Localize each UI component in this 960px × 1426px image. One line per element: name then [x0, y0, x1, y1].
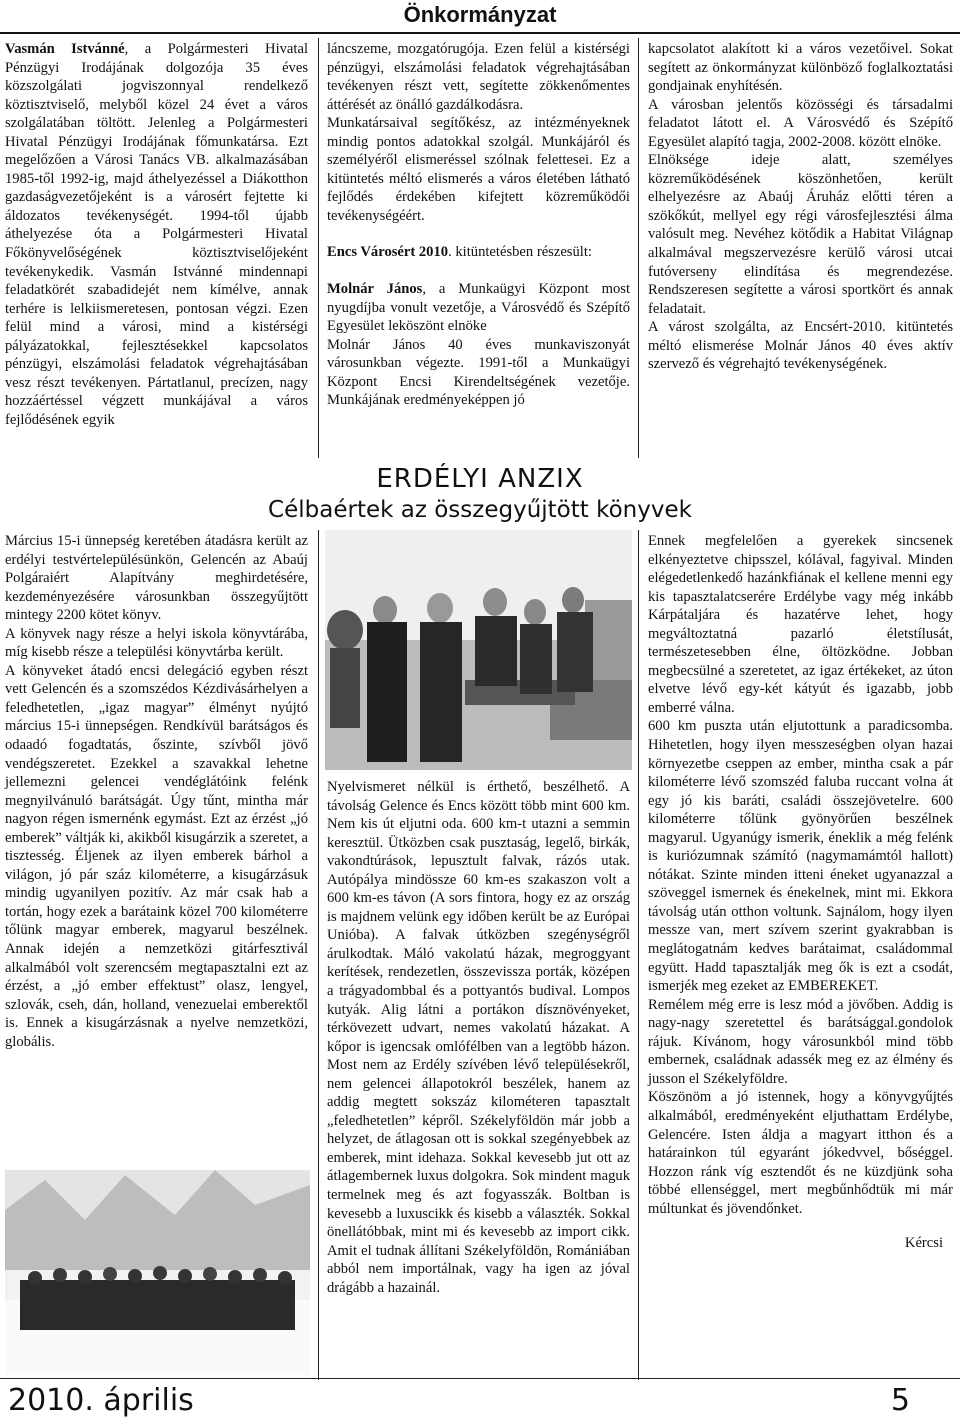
group-photo: [325, 530, 632, 770]
paragraph: Március 15-i ünnepség keretében átadásra került az erdélyi testvértelepülésünkön, Gelencén az Abaúj Polgáraiért Alapítvány meghirdetésére, kezdeményezésére városunkban összegyűjtött mintegy 2200 kötet könyv.: [5, 533, 308, 624]
award-line: Encs Városért 2010. kitüntetésben részesült:: [327, 244, 592, 261]
paragraph: A könyvek nagy része a helyi iskola könyvtárába, míg kisebb része a települési könyvtárba került.: [5, 625, 308, 661]
paragraph: láncszeme, mozgatórugója. Ezen felül a kistérségi pénzügyi, elszámolási feladatok végrehajtásában tevékenyen részt vett, segítette zökkenőmentes áttérését az önálló gazdálkodásra.: [327, 41, 630, 113]
article-column-1: [5, 532, 308, 1051]
signature: Kércsi: [904, 1235, 943, 1252]
person-name: Vasmán Istvánné: [5, 41, 125, 57]
column-rule: [318, 530, 319, 1380]
paragraph: A várost szolgálta, az Encsért-2010. kitüntetés méltó elismerése Molnár János 40 éves aktív szervező és végrehajtó tevékenységének.: [648, 319, 953, 373]
ceremony-photo: [5, 1170, 310, 1375]
column-2-top: [327, 40, 630, 410]
paragraph: Köszönöm a jó istennek, hogy a könyvgyűjtés alkalmából, eredményeként eljuthattam Erdélybe, Gelencére. Isten áldja a magyart itthon és a határainkon túl egyaránt jókedvvel, bőséggel. Hozzon ránk víg esztendőt és ne küzdjünk soha többé ellenséggel, mert megbűnhődtük mi már múltunkat és jövendőnket.: [648, 1089, 953, 1217]
article-column-2: [327, 778, 630, 1297]
article-subtitle: Célbaértek az összegyűjtött könyvek: [268, 497, 692, 523]
article-title: ERDÉLYI ANZIX: [376, 464, 584, 494]
paragraph: Vasmán Istvánné, a Polgármesteri Hivatal Pénzügyi Irodájának dolgozója 35 éves közszolgálati jogviszonnyal rendelkező köztisztviselő, melyből közel 24 évet a város szolgálatában töltött. Jelenleg a Polgármesteri Hivatal Pénzügyi Irodájának főmunkatársa. Ezt megelőzően a Városi Tanács VB. alkalmazásában 1985-től 1992-ig, majd áthelyezéssel a Diákotthon gazdaságvezetőjeként is a városért fejtette ki áldozatos tevékenységét. 1994-től újabb áthelyezése óta a Polgármesteri Hivatal Főkönyvelőségének köztisztviselőjeként tevékenykedik. Vasmán Istvánné mindennapi feladatkörét szabadidejét nem kímélve, annak terhére is lelkiismeretesen, pontosan végzi. Ezen felül mind a városi, mind a kistérségi pályázatokkal, fejlesztésekkel kapcsolatos pénzügyi, elszámolási feladatok végrehajtásában vesz részt tevékenyen. Pártatlanul, precízen, nagy hozzáértéssel végzett munkájával a város fejlődésének egyik: [5, 41, 308, 428]
paragraph: kapcsolatot alakított ki a város vezetőivel. Sokat segített az önkormányzat különböző foglalkoztatási gondjainak enyhítésén.: [648, 41, 953, 95]
paragraph: Elnöksége ideje alatt, személyes közreműködésének köszönhetően, került elhelyezésre az Abaúj Áruház előtti téren a szökőkút, mellyel egy régi városfejlesztési álma valósult meg. Nevéhez kötődik a Habitat Világnap alkalmával megszervezésre kerülő városi utcai futóverseny elindítása és megrendezése. Rendszeresen segítette a városi sportkört és annak feladatait.: [648, 152, 953, 317]
footer-rule: [0, 1378, 960, 1379]
paragraph: Remélem még erre is lesz mód a jövőben. Addig is nagy-nagy szeretettel és barátsággal.gondolok rájuk. Kívánom, hogy városunkból mind több embernek, családnak adassék meg ez az élmény és jusson el Székelyföldre.: [648, 996, 953, 1087]
paragraph: 600 km puszta után eljutottunk a paradicsomba. Hihetetlen, hogy ilyen messzeségben olyan hazai környezetbe cseppen az ember, mintha csak a pár kilométerre lévő szomszéd faluba ruccant volna át egy jó kis baráti, családi összejövetelre. 600 kilométerre tőlünk gyönyörűen beszélnek magyarul. Ugyanúgy ismerik, éneklik a még felénk is kuriózumnak számító (nagymamámtól hallott) nótákat. Szinte minden itteni éneket ugyanazzal a szöveggel ismernek és énekelnek, mint mi. Ekkora távolság után otthon voltunk. Sajnálom, hogy ilyen messze van, mert szívem szerint gyakrabban is meglátogatnám kedves barátaimat, családommal együtt. Hadd tapasztalják meg ők is ezt a csodát, ismerjék meg ezeket az EMBEREKET.: [648, 718, 953, 995]
group-photo-graphic: [325, 530, 632, 770]
column-rule: [318, 38, 319, 458]
paragraph: Molnár János, a Munkaügyi Központ most nyugdíjba vonult vezetője, a Városvédő és Szépítő Egyesület leköszönt elnöke: [327, 281, 630, 335]
issue-date: 2010. április: [8, 1383, 194, 1418]
paragraph: A városban jelentős közösségi és társadalmi feladatot látott el. A Városvédő és Szépítő Egyesület alapító tagja, 2002-2008. között elnöke.: [648, 96, 953, 150]
paragraph: Nyelvismeret nélkül is érthető, beszélhető. A távolság Gelence és Encs között több mint 600 km. Nem kis út eljutni oda. 600 km-t utazni a semmin keresztül. Ütközben csak pusztaság, legelő, birkák, vakondtúrások, lepusztult falvak, rázós utak. Autópálya mindössze 60 km-es szakaszon volt a 600 km-es távon (A sors fintora, hogy ez az ország is majdnem velünk egy időben került be az Európai Unióba). A falvak útközben szegénységről árulkodtak. Máló vakolatú házak, megroggyant kerítések, rendezetlen, összevissza porták, középen a trágyadombbal és a pottyantós budival. Lompos kutyák. Alig látni a portákon dísznövényeket, térkövezett udvart, nemes vakolatú házakat. A kőpor is igencsak omlófélben van a legtöbb házon. Most nem az Erdély szívében lévő településekről, nem gelencei állapotokról beszélek, hanem az addig megtett sokszáz kilométeren tapasztalt „feledhetetlen” képről. Székelyföldön már jobb a helyzet, de átlagosan ott is sokkal szegényebbek az emberek, mint idehaza. Sokkal kevesebb jut ott az átlagembernek luxus dolgokra. Sok mindent maguk termelnek meg és azt fogyasszák. Boltban is kevesebb a luxuscikk és kisebb a választék. Sokkal önellátóbbak, mint mi és kevesebb az import cikk. Amit el tudnak állítani Székelyföldön, Romániában abból nem importálnak, vagy ha igen az jóval drágább a hazainál.: [327, 779, 630, 1296]
section-title: Önkormányzat: [403, 2, 557, 27]
page-number: 5: [890, 1383, 910, 1418]
paragraph: Munkatársaival segítőkész, az intézményeknek mindig pontos adatokkal szolgál. Munkájáról és személyéről elismeréssel szólnak felettesei. Ez a kitüntetés méltó elismerés a város életében látható fejlődés érdekében kifejtett közreműködői tevékenységéért.: [327, 115, 630, 224]
paragraph: Molnár János 40 éves munkaviszonyát városunkban végezte. 1991-től a Munkaügyi Központ Encsi Kirendeltségének vezetője. Munkájának eredményeképpen jó: [327, 336, 630, 409]
column-rule: [638, 530, 639, 1380]
article-column-3: [648, 532, 953, 1253]
column-3-top: [648, 40, 953, 374]
column-1-top: [5, 40, 308, 429]
paragraph: Ennek megfelelően a gyerekek sincsenek elkényeztetve chipsszel, kólával, fagyival. Minden elégedetlenkedő hazánkfiának el kellene menni egy kis tapasztalatcserére Erdélybe vagy még inkább Kárpátaljára és hazatérve lehet, hogy megváltoztatná pazarló életstílusát, természetesebben élne, öltözködne. Jobban megbecsülné a szeretetet, az igaz értékeket, az úton elvetve lévő egy-két kátyút és igazabb, jobb emberré válna.: [648, 533, 953, 716]
header-rule: [0, 32, 960, 34]
ceremony-photo-graphic: [5, 1170, 310, 1375]
person-name: Molnár János: [327, 281, 423, 298]
column-rule: [638, 38, 639, 458]
paragraph: A könyveket átadó encsi delegáció egyben részt vett Gelencén és a szomszédos Kézdivásárhelyen a feledhetetlen, „igaz magyar” élményt nyújtó március 15-i ünnepségen. Rendkívül barátságos és odaadó fogadtatás, őszinte, szívből jövő vendégszeretet. Ezekkel a szavakkal lehetne jellemezni gelencei vendéglátóink felénk megnyilvánuló barátságát. Úgy tűnt, mintha már nagyon régen ismernénk egymást. Ezt az érzést „jó emberek” váltják ki, akikből kisugárzik a szeretet, a tisztesség. Éljenek az ilyen emberek bárhol a világon, jó pár száz kilométerre, a kisugárzásuk mindig ugyanilyen pozitív. Az már csak hab a tortán, hogy ezek a barátaink közel 700 kilométerre tőlünk magyar emberek, magyarul beszélnek. Annak idején a nemzetközi gitárfesztivál alkalmából volt szerencsém megtapasztalni ezt az érzést, a „jó ember effektust” olasz, lengyel, szlovák, cseh, dán, holland, venezuelai emberektől is. Ennek a kisugárzásnak a nyelve nemzetközi, globális.: [5, 662, 308, 1050]
